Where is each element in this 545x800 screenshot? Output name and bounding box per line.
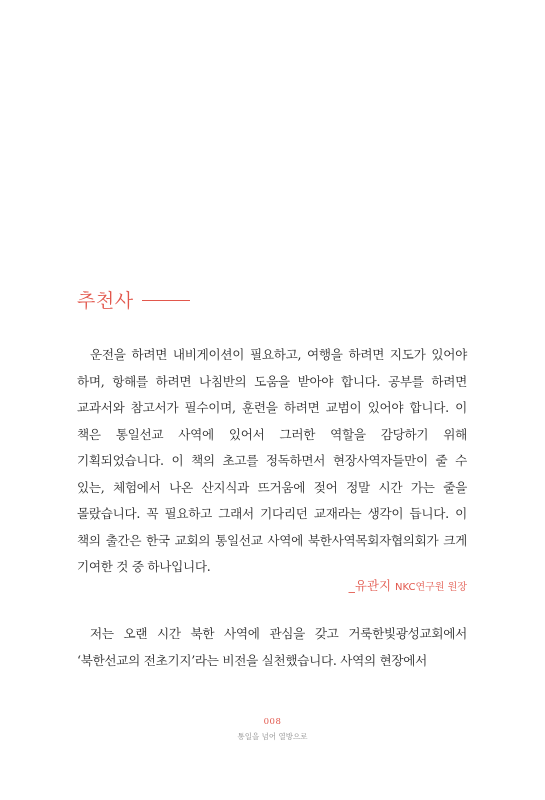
recommendation-paragraph: 운전을 하려면 내비게이션이 필요하고, 여행을 하려면 지도가 있어야 하며, 항해를 하려면 나침반의 도움을 받아야 합니다. 공부를 하려면 교과서와 참고서가 필수이며, 훈련을 하려면 교범이 있어야 합니다. 이 책은 통일선교 사역에 있어서 그러한 역할을 감당하기 위해 기획되었습니다. 이 책의 초고를 정독하면서 현장사역자들만이 줄 수 있는, 체험에서 나온 산지식과 뜨거움에 젖어 정말 시간 가는 줄을 몰랐습니다. 꼭 필요하고 그래서 기다리던 교재라는 생각이 듭니다. 이 책의 출간은 한국 교회의 통일선교 사역에 북한사역목회자협의회가 크게 기여한 것 중 하나입니다. [77,347,467,574]
section-heading [77,286,190,313]
running-footer-title: 통일을 넘어 열방으로 [237,732,308,741]
signature-role: NKC연구원 원장 [395,582,467,593]
page-number: 008 [263,717,282,727]
signature-name: _유관지 [348,578,392,593]
signature [349,575,467,594]
section-title: 추천사 [77,290,134,312]
heading-rule [142,300,190,301]
recommendation-paragraph-2: 저는 오랜 시간 북한 사역에 관심을 갖고 거룩한빛광성교회에서 ‘북한선교의 전초기지’라는 비전을 실천했습니다. 사역의 현장에서 [77,626,467,668]
